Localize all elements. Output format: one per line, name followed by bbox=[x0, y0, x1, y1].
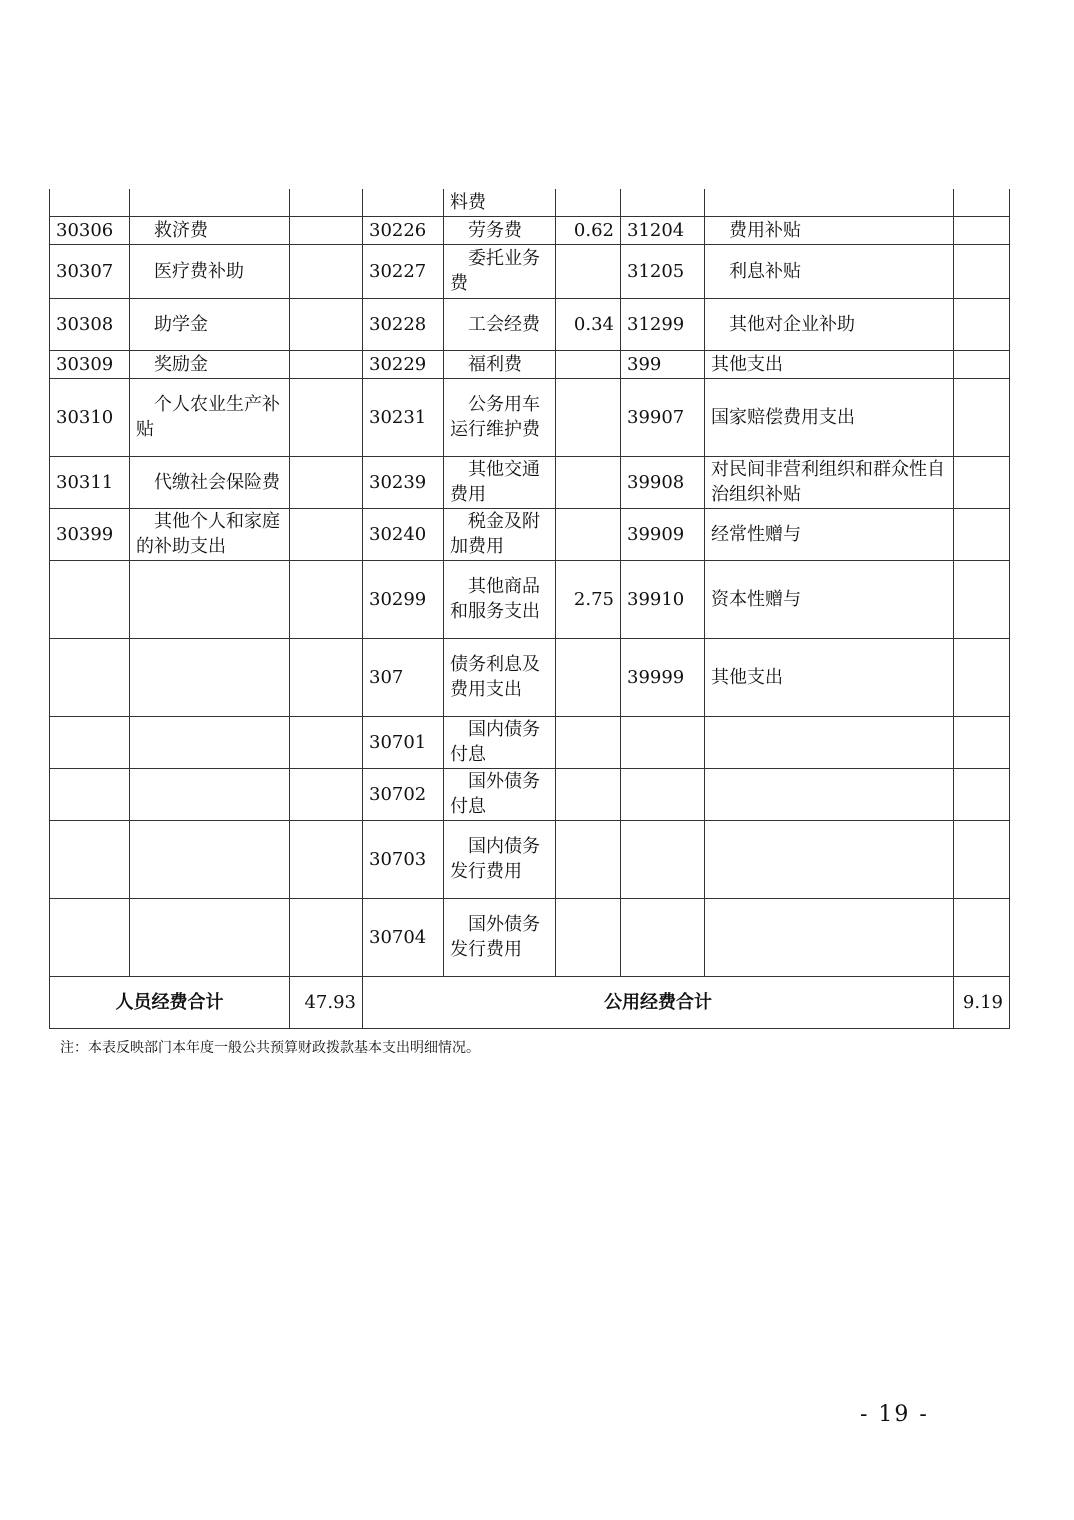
other-code: 39999 bbox=[621, 638, 705, 716]
public-total-value: 9.19 bbox=[954, 976, 1010, 1028]
other-item: 费用补贴 bbox=[705, 216, 954, 244]
public-item: 劳务费 bbox=[444, 216, 556, 244]
other-item bbox=[705, 820, 954, 898]
personnel-code: 30307 bbox=[50, 244, 130, 298]
other-code: 39910 bbox=[621, 560, 705, 638]
personnel-code: 30399 bbox=[50, 508, 130, 560]
other-amount bbox=[954, 456, 1010, 508]
personnel-total-value: 47.93 bbox=[290, 976, 363, 1028]
public-item: 其他交通费用 bbox=[444, 456, 556, 508]
table-row bbox=[50, 508, 1010, 560]
table-row bbox=[50, 244, 1010, 298]
public-amount: 2.75 bbox=[556, 560, 621, 638]
personnel-amount bbox=[290, 820, 363, 898]
other-code: 39908 bbox=[621, 456, 705, 508]
personnel-amount bbox=[290, 350, 363, 378]
personnel-item: 救济费 bbox=[130, 216, 290, 244]
public-item: 工会经费 bbox=[444, 298, 556, 350]
other-amount bbox=[954, 244, 1010, 298]
public-code: 30229 bbox=[363, 350, 444, 378]
other-amount bbox=[954, 560, 1010, 638]
public-amount: 0.34 bbox=[556, 298, 621, 350]
table-row bbox=[50, 638, 1010, 716]
public-item: 国内债务发行费用 bbox=[444, 820, 556, 898]
personnel-item bbox=[130, 560, 290, 638]
personnel-code bbox=[50, 898, 130, 976]
public-amount bbox=[556, 456, 621, 508]
personnel-amount bbox=[290, 898, 363, 976]
other-item bbox=[705, 898, 954, 976]
budget-expenditure-table bbox=[49, 189, 1010, 1029]
personnel-amount bbox=[290, 638, 363, 716]
other-item: 其他支出 bbox=[705, 350, 954, 378]
public-amount bbox=[556, 898, 621, 976]
other-code: 31299 bbox=[621, 298, 705, 350]
table-row bbox=[50, 378, 1010, 456]
other-item: 国家赔偿费用支出 bbox=[705, 378, 954, 456]
public-amount: 0.62 bbox=[556, 216, 621, 244]
personnel-code: 30311 bbox=[50, 456, 130, 508]
personnel-code bbox=[50, 560, 130, 638]
personnel-item: 奖励金 bbox=[130, 350, 290, 378]
public-item: 福利费 bbox=[444, 350, 556, 378]
personnel-item: 助学金 bbox=[130, 298, 290, 350]
personnel-amount bbox=[290, 716, 363, 768]
personnel-item: 其他个人和家庭的补助支出 bbox=[130, 508, 290, 560]
other-amount bbox=[954, 189, 1010, 216]
table-row bbox=[50, 189, 1010, 216]
table-row bbox=[50, 350, 1010, 378]
public-item: 公务用车运行维护费 bbox=[444, 378, 556, 456]
personnel-amount bbox=[290, 298, 363, 350]
table-row bbox=[50, 216, 1010, 244]
personnel-amount bbox=[290, 378, 363, 456]
other-amount bbox=[954, 638, 1010, 716]
public-item: 债务利息及费用支出 bbox=[444, 638, 556, 716]
public-amount bbox=[556, 378, 621, 456]
personnel-code bbox=[50, 820, 130, 898]
table-row bbox=[50, 560, 1010, 638]
public-total-label: 公用经费合计 bbox=[363, 976, 954, 1028]
personnel-amount bbox=[290, 244, 363, 298]
personnel-item bbox=[130, 189, 290, 216]
table-row bbox=[50, 456, 1010, 508]
personnel-item bbox=[130, 638, 290, 716]
public-item: 国内债务付息 bbox=[444, 716, 556, 768]
other-code: 31205 bbox=[621, 244, 705, 298]
other-amount bbox=[954, 298, 1010, 350]
table-row bbox=[50, 768, 1010, 820]
other-item: 其他支出 bbox=[705, 638, 954, 716]
personnel-amount bbox=[290, 216, 363, 244]
personnel-code: 30306 bbox=[50, 216, 130, 244]
other-code bbox=[621, 898, 705, 976]
other-item bbox=[705, 768, 954, 820]
personnel-item bbox=[130, 768, 290, 820]
public-code: 30239 bbox=[363, 456, 444, 508]
other-amount bbox=[954, 508, 1010, 560]
personnel-item: 代缴社会保险费 bbox=[130, 456, 290, 508]
public-code: 30299 bbox=[363, 560, 444, 638]
other-code bbox=[621, 716, 705, 768]
personnel-amount bbox=[290, 189, 363, 216]
personnel-code: 30308 bbox=[50, 298, 130, 350]
public-item: 料费 bbox=[444, 189, 556, 216]
other-amount bbox=[954, 820, 1010, 898]
other-amount bbox=[954, 768, 1010, 820]
personnel-item: 医疗费补助 bbox=[130, 244, 290, 298]
personnel-code bbox=[50, 638, 130, 716]
personnel-amount bbox=[290, 768, 363, 820]
public-amount bbox=[556, 820, 621, 898]
other-amount bbox=[954, 716, 1010, 768]
public-item: 国外债务付息 bbox=[444, 768, 556, 820]
personnel-code bbox=[50, 768, 130, 820]
personnel-amount bbox=[290, 508, 363, 560]
public-code: 30704 bbox=[363, 898, 444, 976]
totals-row bbox=[50, 976, 1010, 1028]
public-code: 30231 bbox=[363, 378, 444, 456]
other-item bbox=[705, 189, 954, 216]
personnel-code: 30310 bbox=[50, 378, 130, 456]
personnel-item: 个人农业生产补贴 bbox=[130, 378, 290, 456]
public-amount bbox=[556, 244, 621, 298]
personnel-total-label: 人员经费合计 bbox=[50, 976, 290, 1028]
public-amount bbox=[556, 189, 621, 216]
other-code: 39907 bbox=[621, 378, 705, 456]
other-item: 对民间非营利组织和群众性自治组织补贴 bbox=[705, 456, 954, 508]
other-code bbox=[621, 820, 705, 898]
public-code: 30701 bbox=[363, 716, 444, 768]
other-item: 其他对企业补助 bbox=[705, 298, 954, 350]
public-amount bbox=[556, 716, 621, 768]
table-note: 注：本表反映部门本年度一般公共预算财政拨款基本支出明细情况。 bbox=[60, 1040, 480, 1056]
public-amount bbox=[556, 638, 621, 716]
page-number: - 19 - bbox=[860, 1402, 929, 1427]
other-amount bbox=[954, 898, 1010, 976]
public-item: 其他商品和服务支出 bbox=[444, 560, 556, 638]
other-code: 31204 bbox=[621, 216, 705, 244]
personnel-amount bbox=[290, 560, 363, 638]
public-item: 国外债务发行费用 bbox=[444, 898, 556, 976]
public-code: 30240 bbox=[363, 508, 444, 560]
other-item: 利息补贴 bbox=[705, 244, 954, 298]
public-item: 税金及附加费用 bbox=[444, 508, 556, 560]
personnel-code bbox=[50, 716, 130, 768]
other-amount bbox=[954, 216, 1010, 244]
public-amount bbox=[556, 350, 621, 378]
public-code: 30226 bbox=[363, 216, 444, 244]
other-amount bbox=[954, 378, 1010, 456]
other-code: 39909 bbox=[621, 508, 705, 560]
table-row bbox=[50, 298, 1010, 350]
table-row bbox=[50, 716, 1010, 768]
other-code bbox=[621, 768, 705, 820]
personnel-item bbox=[130, 820, 290, 898]
other-code: 399 bbox=[621, 350, 705, 378]
public-code bbox=[363, 189, 444, 216]
public-code: 30703 bbox=[363, 820, 444, 898]
other-code bbox=[621, 189, 705, 216]
public-code: 30702 bbox=[363, 768, 444, 820]
other-item: 资本性赠与 bbox=[705, 560, 954, 638]
table-row bbox=[50, 898, 1010, 976]
other-item bbox=[705, 716, 954, 768]
public-code: 30228 bbox=[363, 298, 444, 350]
personnel-amount bbox=[290, 456, 363, 508]
public-amount bbox=[556, 768, 621, 820]
public-amount bbox=[556, 508, 621, 560]
public-code: 30227 bbox=[363, 244, 444, 298]
personnel-item bbox=[130, 716, 290, 768]
table-row bbox=[50, 820, 1010, 898]
personnel-item bbox=[130, 898, 290, 976]
personnel-code: 30309 bbox=[50, 350, 130, 378]
public-code: 307 bbox=[363, 638, 444, 716]
public-item: 委托业务费 bbox=[444, 244, 556, 298]
personnel-code bbox=[50, 189, 130, 216]
other-item: 经常性赠与 bbox=[705, 508, 954, 560]
other-amount bbox=[954, 350, 1010, 378]
